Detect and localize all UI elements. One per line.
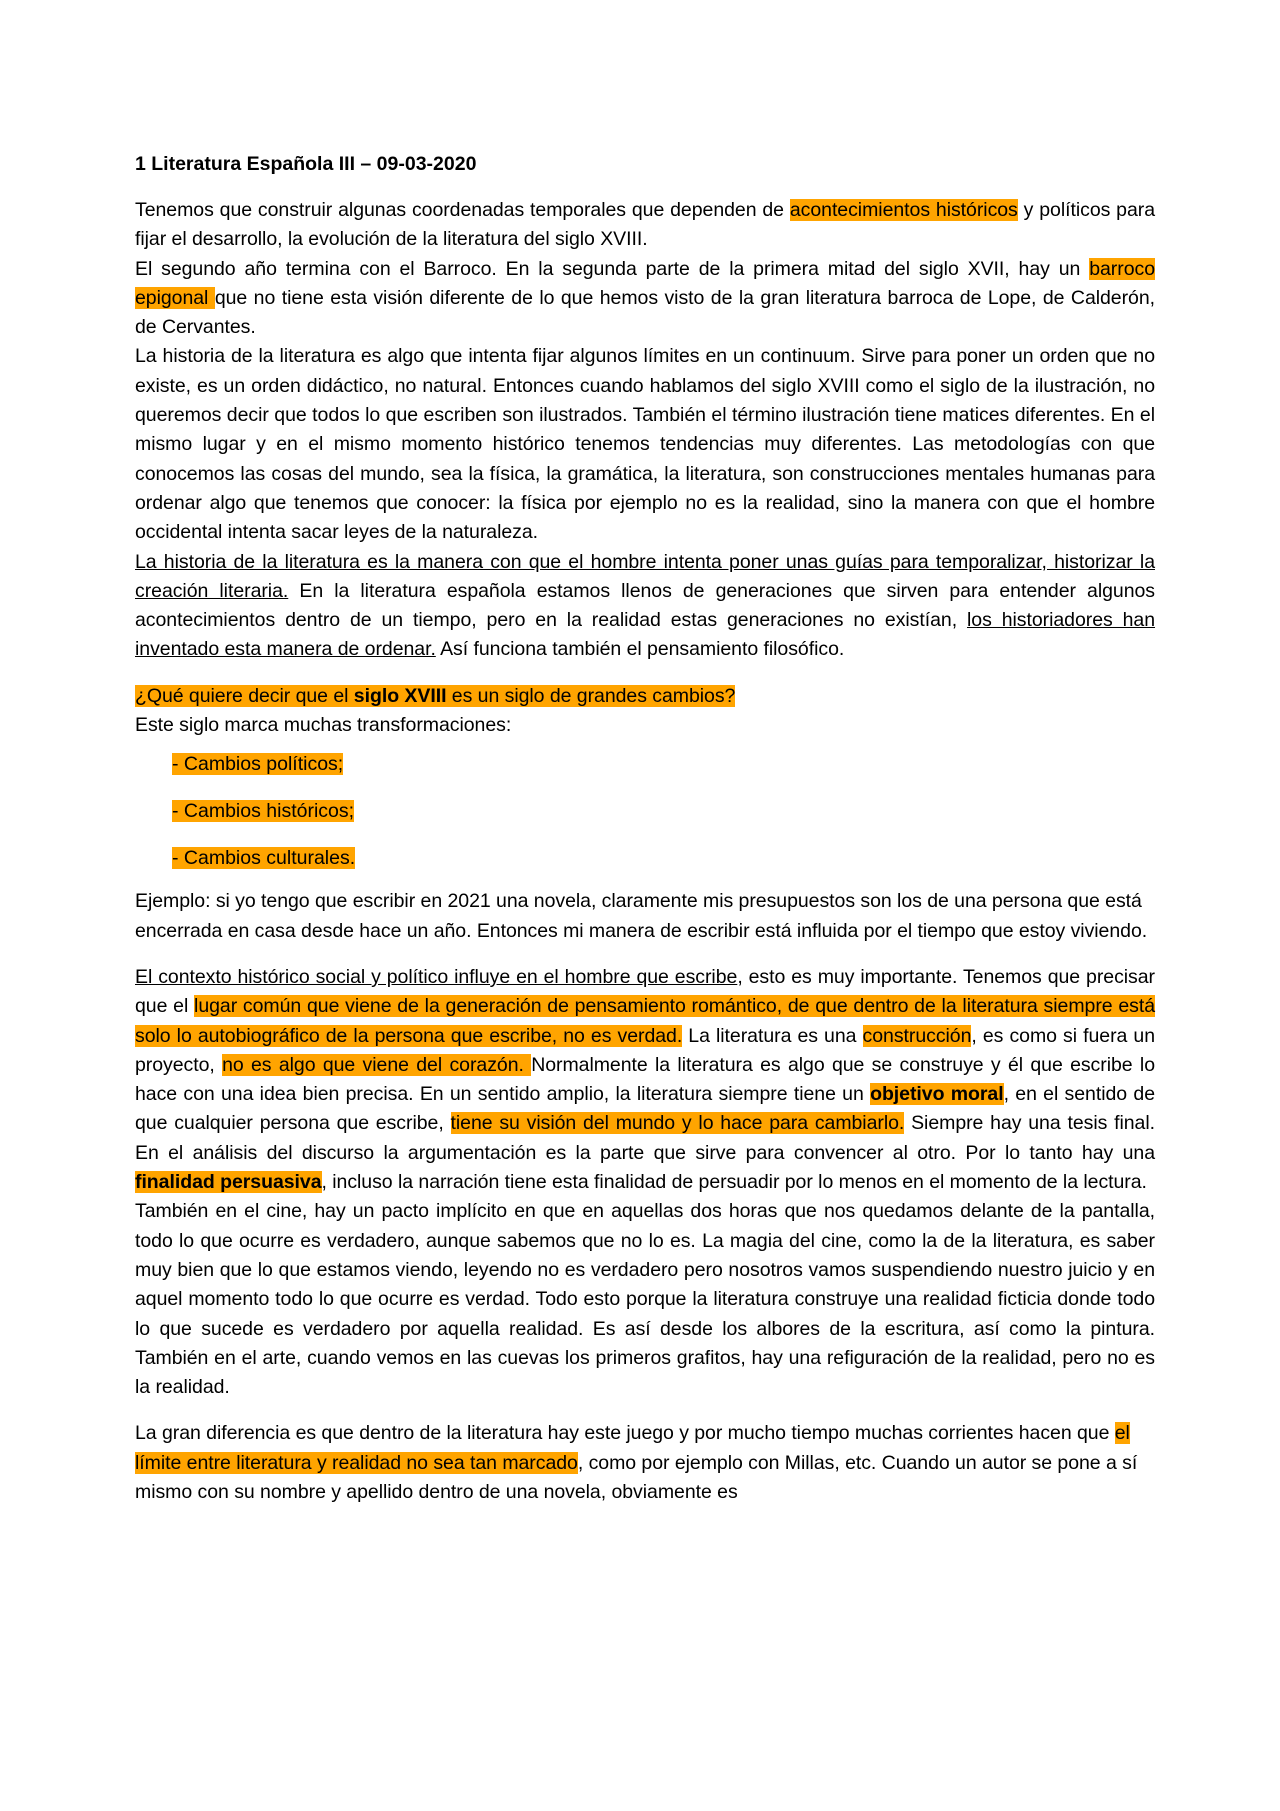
text-run: El segundo año termina con el Barroco. En la segunda parte de la primera mitad del siglo XVII, hay un: [135, 257, 1090, 280]
text-run: La literatura es una: [682, 1024, 863, 1047]
highlighted-text: - Cambios históricos;: [172, 800, 355, 823]
paragraph-3: La historia de la literatura es algo que intenta fijar algunos límites en un continuum. Sirve para poner un orden que no existe, es un orden didáctico, no natural. Entonces cuando hablamos del siglo XVIII como el siglo de la ilustración, no queremos decir que todos lo que escriben son ilustrados. También el término ilustración tiene matices diferentes. En el mismo lugar y en el mismo momento histórico tenemos tendencias muy diferentes. Las metodologías con que conocemos las cosas del mundo, sea la física, la gramática, la literatura, son construcciones mentales humanas para ordenar algo que tenemos que conocer: la física por ejemplo no es la realidad, sino la manera con que el hombre occidental intenta sacar leyes de la naturaleza.: [135, 345, 1155, 544]
highlighted-text: tiene su visión del mundo y lo hace para cambiarlo.: [450, 1112, 905, 1135]
text-run: ¿Qué quiere decir que el: [135, 684, 354, 707]
underlined-text: El contexto histórico social y político influye en el hombre que escribe: [135, 965, 738, 988]
text-run: , incluso la narración tiene esta finalidad de persuadir por lo menos en el momento de la lectura.: [321, 1171, 1147, 1194]
highlighted-text: construcción: [862, 1024, 972, 1047]
question-heading: [135, 682, 1155, 711]
underlined-text: los historiadores han inventado esta manera de ordenar.: [135, 609, 1155, 661]
highlighted-bold-text: objetivo moral: [870, 1083, 1004, 1106]
bold-text: siglo XVIII: [353, 684, 447, 707]
text-run: , como por ejemplo con Millas, etc. Cuando un autor se pone a sí mismo con su nombre y apellido dentro de una novela, obviamente es: [135, 1451, 1138, 1503]
text-run: , en el sentido de que cualquier persona que escribe,: [135, 1083, 1155, 1135]
highlighted-question: [135, 685, 735, 707]
paragraph-5: Ejemplo: si yo tengo que escribir en 2021 una novela, claramente mis presupuestos son los de una persona que está encerrada en casa desde hace un año. Entonces mi manera de escribir está influida por el tiempo que estoy viviendo.: [135, 890, 1148, 942]
highlighted-text: - Cambios culturales.: [172, 847, 356, 870]
paragraph-4: [135, 548, 1155, 665]
highlighted-text: lugar común que viene de la generación de pensamiento romántico, de que dentro de la literatura siempre está solo lo autobiográfico de la persona que escribe, no es verdad.: [135, 995, 1155, 1047]
text-run: Tenemos que construir algunas coordenadas temporales que dependen de: [135, 199, 790, 221]
text-run: En la literatura española estamos llenos de generaciones que sirven para entender algunos acontecimientos dentro de un tiempo, pero en la realidad estas generaciones no existían,: [135, 579, 1155, 632]
paragraph-6: [135, 963, 1155, 1197]
text-run: , esto es muy importante. Tenemos que precisar que el: [135, 965, 1155, 1018]
document-page: [135, 150, 1155, 1507]
highlighted-text: - Cambios políticos;: [172, 753, 344, 776]
highlighted-bold-text: finalidad persuasiva: [135, 1171, 322, 1194]
list-intro: Este siglo marca muchas transformaciones:: [135, 714, 512, 737]
highlighted-text: barroco epigonal: [135, 257, 1155, 309]
text-run: es un siglo de grandes cambios?: [446, 684, 736, 707]
paragraph-2: [135, 255, 1155, 343]
text-run: Siempre hay una tesis final. En el análisis del discurso la argumentación es la parte que sirve para convencer al otro. Por lo tanto hay una: [135, 1112, 1156, 1164]
list-item: [172, 750, 1155, 779]
list-item: [172, 844, 1155, 873]
document-title: 1 Literatura Española III – 09-03-2020: [135, 153, 477, 175]
paragraph-7: También en el cine, hay un pacto implícito en que en aquellas dos horas que nos quedamos delante de la pantalla, todo lo que ocurre es verdadero, aunque sabemos que no lo es. La magia del cine, como la de la literatura, es saber muy bien que lo que estamos viendo, leyendo no es verdadero pero nosotros vamos suspendiendo nuestro juicio y en aquel momento todo lo que ocurre es verdad. Todo esto porque la literatura construye una realidad ficticia donde todo lo que sucede es verdadero por aquella realidad. Es así desde los albores de la escritura, así como la pintura. También en el arte, cuando vemos en las cuevas los primeros grafitos, hay una refiguración de la realidad, pero no es la realidad.: [135, 1200, 1155, 1399]
underlined-text: La historia de la literatura es la manera con que el hombre intenta poner unas guías para temporalizar, historizar la creación literaria.: [135, 550, 1155, 602]
paragraph-1: [135, 196, 1155, 255]
text-run: La gran diferencia es que dentro de la literatura hay este juego y por mucho tiempo muchas corrientes hacen que: [135, 1422, 1115, 1445]
list-item: [172, 797, 1155, 826]
changes-list: [135, 750, 1155, 873]
text-run: y políticos para fijar el desarrollo, la evolución de la literatura del siglo XVIII.: [135, 199, 1156, 251]
highlighted-text: acontecimientos históricos: [789, 199, 1018, 221]
paragraph-8: [135, 1419, 1155, 1507]
highlighted-text: no es algo que viene del corazón.: [222, 1053, 532, 1076]
text-run: , es como si fuera un proyecto,: [135, 1024, 1155, 1076]
text-run: Normalmente la literatura es algo que se construye y él que escribe lo hace con una idea bien precisa. En un sentido amplio, la literatura siempre tiene un: [135, 1053, 1155, 1106]
highlighted-text: el límite entre literatura y realidad no sea tan marcado: [135, 1422, 1130, 1474]
text-run: Así funciona también el pensamiento filosófico.: [435, 638, 845, 661]
text-run: que no tiene esta visión diferente de lo que hemos visto de la gran literatura barroca de Lope, de Calderón, de Cervantes.: [135, 286, 1156, 339]
